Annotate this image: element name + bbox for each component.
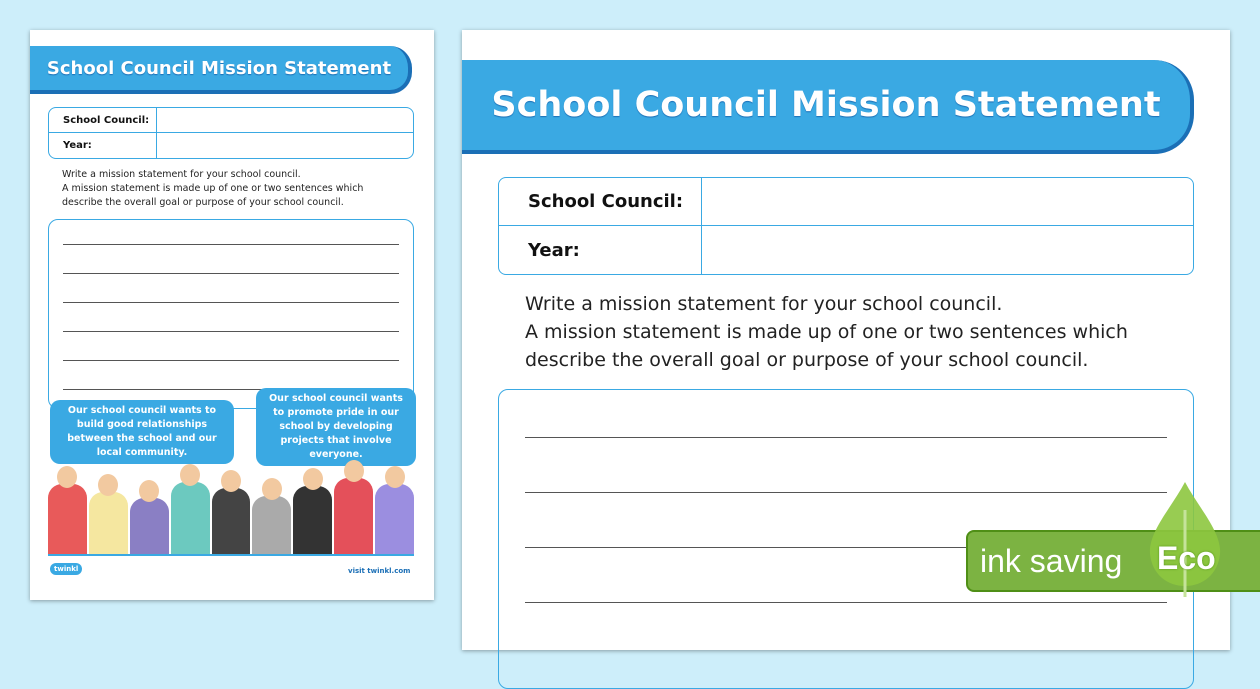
instructions <box>525 290 1128 374</box>
instruction-line: describe the overall goal or purpose of your school council. <box>62 197 344 208</box>
page-title: School Council Mission Statement <box>30 46 412 94</box>
eco-label: Eco <box>1157 540 1216 576</box>
speech-bubble: Our school council wants to build good relationships between the school and our local community. <box>50 400 234 464</box>
year-label: Year: <box>499 226 702 274</box>
year-label: Year: <box>49 133 157 158</box>
instruction-line: Write a mission statement for your school council. <box>62 169 301 180</box>
footer-url[interactable]: visit twinkl.com <box>348 567 411 575</box>
instruction-line: A mission statement is made up of one or two sentences which <box>525 321 1128 343</box>
year-field <box>157 133 413 158</box>
speech-bubble: Our school council wants to promote pride in our school by developing projects that involve everyone. <box>256 388 416 466</box>
instruction-line: describe the overall goal or purpose of your school council. <box>525 349 1089 371</box>
people-illustration <box>48 458 414 556</box>
instruction-line: A mission statement is made up of one or two sentences which <box>62 183 364 194</box>
school-council-field <box>702 178 1193 225</box>
page-title: School Council Mission Statement <box>462 60 1194 154</box>
writing-box <box>48 219 414 409</box>
year-field <box>702 226 1193 274</box>
school-council-label: School Council: <box>49 108 157 132</box>
instructions <box>62 168 363 210</box>
info-table <box>498 177 1194 275</box>
ink-saving-label: ink saving <box>980 542 1123 579</box>
twinkl-logo: twinkl <box>50 563 82 575</box>
school-council-field <box>157 108 413 132</box>
school-council-label: School Council: <box>499 178 702 225</box>
preview-page-thumbnail[interactable] <box>30 30 434 600</box>
info-table <box>48 107 414 159</box>
instruction-line: Write a mission statement for your school council. <box>525 293 1003 315</box>
